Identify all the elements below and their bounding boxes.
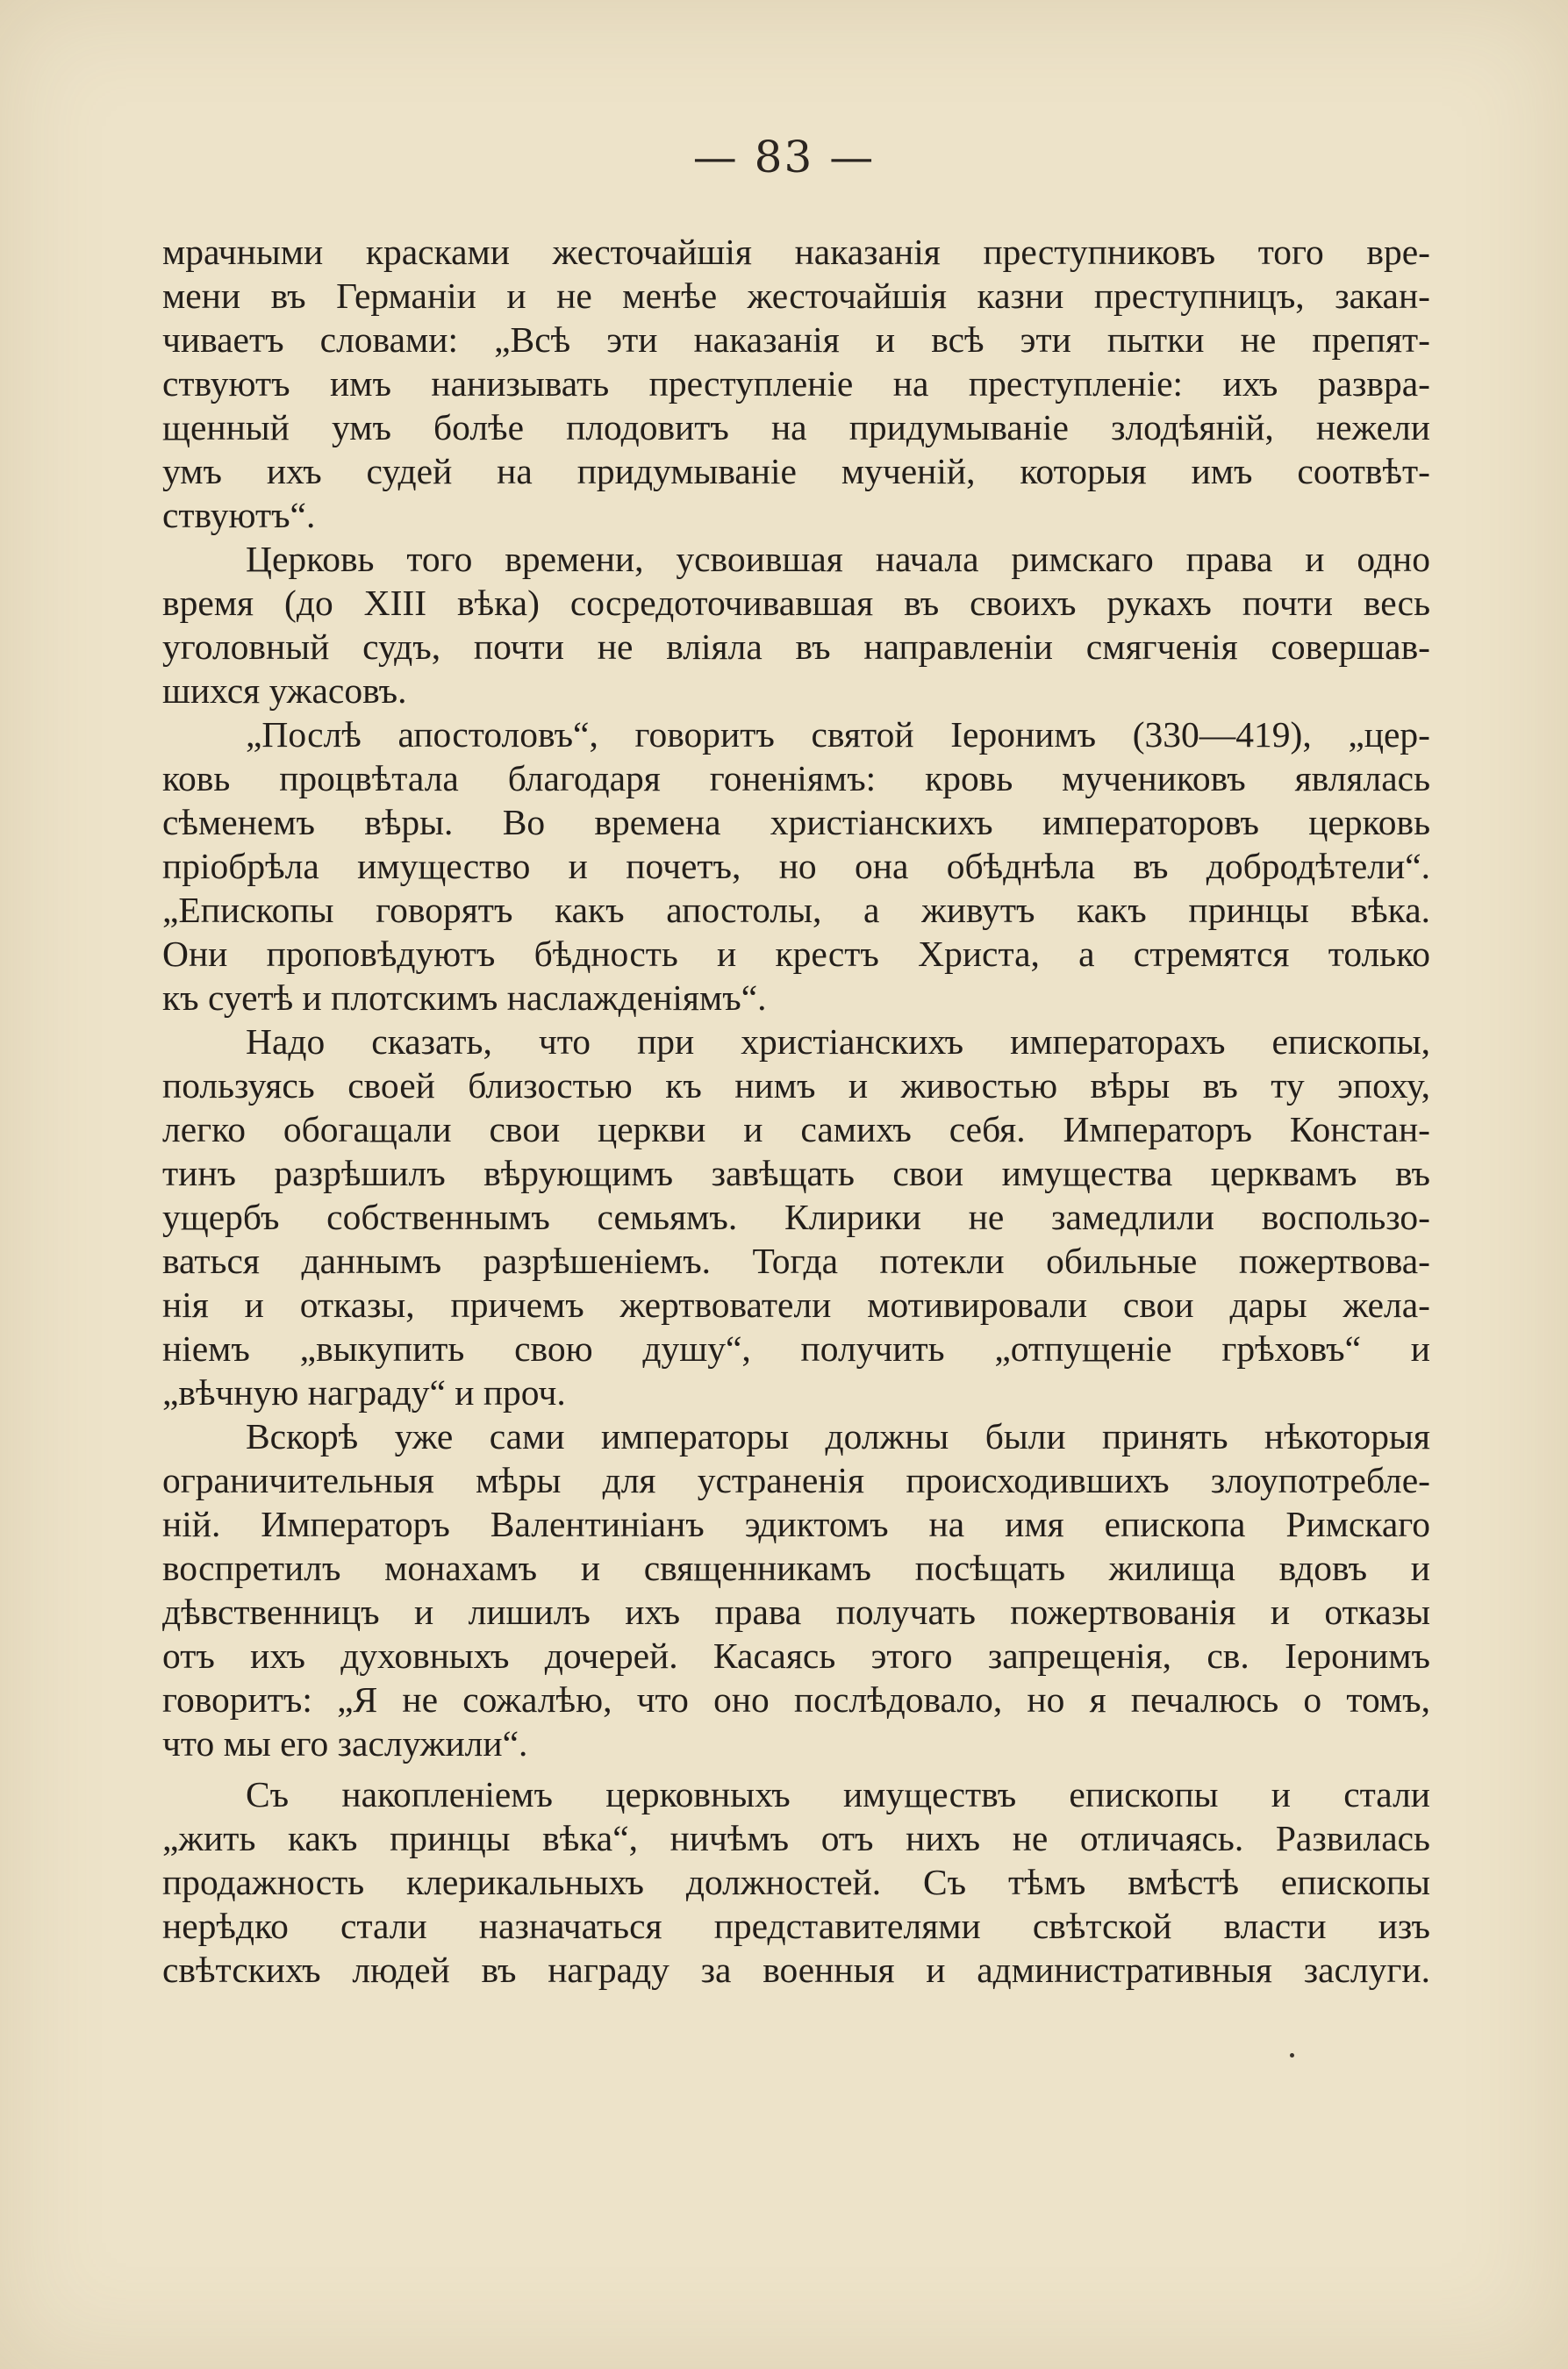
text-line: ніемъ „выкупить свою душу“, получить „отпущеніе грѣховъ“ и	[162, 1328, 1430, 1369]
body-text	[162, 230, 1430, 1992]
text-line: къ суетѣ и плотскимъ наслажденіямъ“.	[162, 977, 767, 1018]
text-line: щенный умъ болѣе плодовитъ на придумываніе злодѣяній, нежели	[162, 407, 1430, 447]
text-line: Церковь того времени, усвоившая начала римскаго права и одно	[246, 539, 1430, 579]
text-line: шихся ужасовъ.	[162, 670, 407, 711]
text-line: свѣтскихъ людей въ награду за военныя и административныя заслуги.	[162, 1950, 1430, 1990]
text-line: Они проповѣдуютъ бѣдность и крестъ Христа, а стремятся только	[162, 934, 1430, 974]
text-line: „вѣчную награду“ и проч.	[162, 1372, 566, 1413]
text-line: ущербъ собственнымъ семьямъ. Клирики не замедлили воспользо-	[162, 1197, 1430, 1237]
text-line: время (до XIII вѣка) сосредоточивавшая въ своихъ рукахъ почти весь	[162, 583, 1430, 623]
text-line: ній. Императоръ Валентиніанъ эдиктомъ на имя епископа Римскаго	[162, 1504, 1430, 1544]
text-line: отъ ихъ духовныхъ дочерей. Касаясь этого запрещенія, св. Іеронимъ	[162, 1635, 1430, 1676]
text-line: ваться даннымъ разрѣшеніемъ. Тогда потекли обильные пожертвова-	[162, 1241, 1430, 1281]
text-line: Надо сказать, что при христіанскихъ императорахъ епископы,	[246, 1021, 1430, 1062]
text-line: „жить какъ принцы вѣка“, ничѣмъ отъ нихъ не отличаясь. Развилась	[162, 1818, 1430, 1858]
text-line: пользуясь своей близостью къ нимъ и живостью вѣры въ ту эпоху,	[162, 1065, 1430, 1106]
text-line: „Епископы говорятъ какъ апостолы, а живутъ какъ принцы вѣка.	[162, 890, 1430, 930]
text-line: Вскорѣ уже сами императоры должны были принять нѣкоторыя	[246, 1416, 1430, 1456]
text-line: умъ ихъ судей на придумываніе мученій, которыя имъ соотвѣт-	[162, 451, 1430, 491]
text-line: сѣменемъ вѣры. Во времена христіанскихъ императоровъ церковь	[162, 802, 1430, 842]
text-line: нерѣдко стали назначаться представителями свѣтской власти изъ	[162, 1906, 1430, 1946]
text-line: ствуютъ“.	[162, 495, 316, 535]
text-line: воспретилъ монахамъ и священникамъ посѣщать жилища вдовъ и	[162, 1548, 1430, 1588]
text-line: нія и отказы, причемъ жертвователи мотивировали свои дары жела-	[162, 1285, 1430, 1325]
text-line: продажность клерикальныхъ должностей. Съ тѣмъ вмѣстѣ епископы	[162, 1862, 1430, 1902]
text-line: что мы его заслужили“.	[162, 1723, 528, 1764]
text-line: уголовный судъ, почти не вліяла въ направленіи смягченія совершав-	[162, 626, 1430, 667]
text-line: Съ накопленіемъ церковныхъ имуществъ епископы и стали	[246, 1774, 1430, 1814]
text-line: дѣвственницъ и лишилъ ихъ права получать пожертвованія и отказы	[162, 1592, 1430, 1632]
text-line: „Послѣ апостоловъ“, говоритъ святой Іеронимъ (330—419), „цер-	[246, 714, 1430, 755]
text-line: ковь процвѣтала благодаря гоненіямъ: кровь мучениковъ являлась	[162, 758, 1430, 798]
text-line: мени въ Германіи и не менѣе жесточайшія казни преступницъ, закан-	[162, 276, 1430, 316]
text-line: говоритъ: „Я не сожалѣю, что оно послѣдовало, но я печалюсь о томъ,	[162, 1679, 1430, 1720]
text-line: легко обогащали свои церкви и самихъ себя. Императоръ Констан-	[162, 1109, 1430, 1149]
text-line: тинъ разрѣшилъ вѣрующимъ завѣщать свои имущества церквамъ въ	[162, 1153, 1430, 1193]
text-line: мрачными красками жесточайшія наказанія преступниковъ того вре-	[162, 232, 1430, 272]
text-line: ограничительныя мѣры для устраненія происходившихъ злоупотребле-	[162, 1460, 1430, 1500]
text-line: пріобрѣла имущество и почетъ, но она обѣднѣла въ добродѣтели“.	[162, 846, 1430, 886]
text-line: ствуютъ имъ нанизывать преступленіе на преступленіе: ихъ развра-	[162, 363, 1430, 404]
text-line: чиваетъ словами: „Всѣ эти наказанія и всѣ эти пытки не препят-	[162, 319, 1430, 360]
page-number: — 83 —	[692, 132, 876, 183]
paper-speck	[1290, 2053, 1294, 2058]
